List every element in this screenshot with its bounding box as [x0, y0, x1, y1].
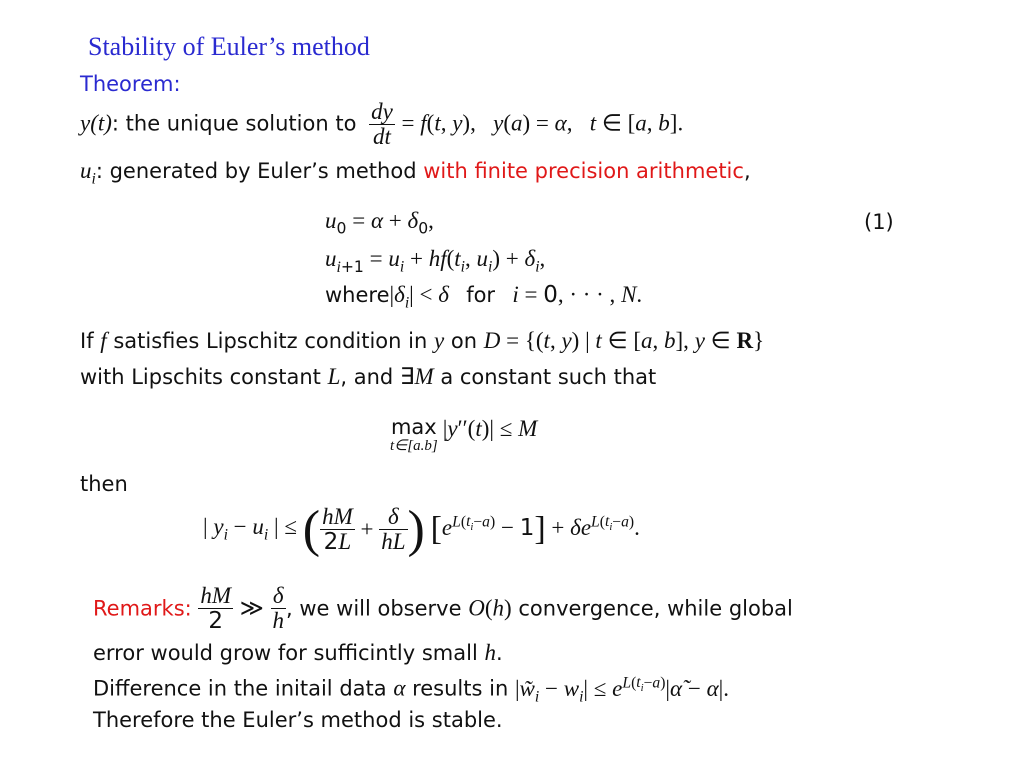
hm-over-2l: $\frac{hM}{2L}$: [322, 503, 353, 555]
on-text: on: [450, 329, 478, 353]
remarks-text-1: , we will observe: [286, 596, 462, 621]
lipschitz-line: If f satisfies Lipschitz condition in y on D = {(t, y) | t ∈ [a, b], y ∈ R}: [80, 328, 765, 353]
remarks-line: Remarks: $\frac{hM}{2}$ ≫ $\frac{\delta}{h}$ , we will observe O(h) convergence, while global: [93, 583, 793, 635]
error-bound-inequality: | $y_i - u_i$ | ≤ ( $\frac{hM}{2L}$ + $\frac{\delta}{hL}$ ) $[e^{L(t_i-a)} - 1] + \delta e^{L(t_i-a)}$.: [203, 501, 640, 558]
results-in-text: results in: [412, 676, 509, 701]
equation-error-bound: $where|\delta_i| < \delta$ for i = 0, · · · , N.: [325, 282, 643, 312]
remarks-text-2: convergence, while global: [518, 596, 793, 621]
lipschits-constant-line: with Lipschits constant L, and ∃M a constant such that: [80, 364, 657, 389]
derivative-fraction: $\frac{dy}{dt}$: [371, 99, 393, 150]
delta-over-h: $\frac{\delta}{h}$: [272, 583, 285, 634]
constant-text: a constant such that: [440, 365, 657, 389]
equation-number: (1): [864, 210, 894, 234]
solution-line: y(t): the unique solution to $\frac{dy}{dt}$ = f(t, y), y(a) = α, t ∈ [a, b].: [80, 99, 684, 150]
then-text: then: [80, 472, 128, 496]
solution-text: : the unique solution to: [111, 111, 357, 136]
theorem-heading: Theorem:: [80, 72, 181, 96]
equation-u0: $u_0 = \alpha + \delta_0$,: [325, 208, 434, 238]
max-label: max: [390, 415, 437, 439]
finite-precision-highlight: with finite precision arithmetic: [423, 159, 744, 183]
remarks-line-2: error would grow for sufficintly small: [93, 641, 478, 665]
slide-title: Stability of Euler’s method: [88, 32, 370, 61]
max-bound: max t∈[a.b] |y′′(t)| ≤ M: [390, 415, 538, 455]
for-text: for: [466, 283, 496, 307]
generated-line: $u_i$: generated by Euler’s method with finite precision arithmetic,: [80, 158, 751, 188]
initial-data-line: Difference in the initail data α results in $|w̃_i - w_i|$ ≤ $e^{L(t_i-a)}|\alphã - \alpha|$.: [93, 674, 730, 706]
lipschits-text: with Lipschits constant: [80, 365, 321, 389]
stability-conclusion: Therefore the Euler’s method is stable.: [93, 708, 503, 732]
remarks-error-line: error would grow for sufficintly small h.: [93, 640, 503, 665]
solution-function: y(t): [80, 110, 112, 136]
max-operator: max t∈[a.b]: [390, 415, 438, 455]
delta-over-hl: $\frac{\delta}{hL}$: [381, 503, 406, 554]
comma: ,: [743, 159, 751, 183]
if-text: If: [80, 329, 94, 353]
equation-recurrence: $u_{i+1} = u_i + hf(t_i$, $u_i) + \delta_i$,: [325, 246, 546, 276]
generated-text: : generated by Euler’s method: [95, 159, 417, 183]
remarks-label: Remarks:: [93, 596, 192, 621]
lipschitz-text: satisfies Lipschitz condition in: [113, 329, 428, 353]
hm-over-2: $\frac{hM}{2}$: [200, 583, 232, 635]
and-text: , and: [340, 365, 394, 389]
where-text: where: [325, 283, 390, 307]
remarks-line-3: Difference in the initail data: [93, 676, 387, 701]
